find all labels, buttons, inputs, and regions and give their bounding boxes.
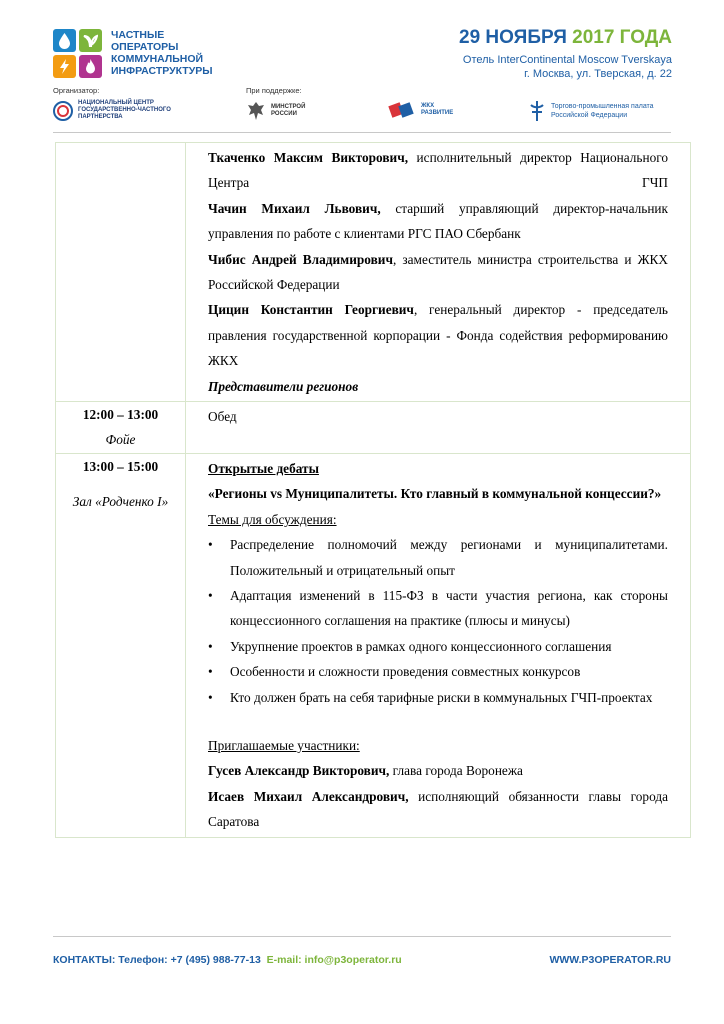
support-label: При поддержке: <box>246 86 302 95</box>
partner-tpp-rf: Торгово-промышленная палата Российской Федерации <box>528 100 654 122</box>
session-format: Открытые дебаты <box>208 460 319 476</box>
footer-website-link[interactable]: WWW.P3OPERATOR.RU <box>549 954 671 966</box>
footer-email[interactable]: E-mail: info@p3operator.ru <box>266 954 402 966</box>
list-item: • Укрупнение проектов в рамках одного концессионного соглашения <box>208 634 668 659</box>
event-venue: Отель InterContinental Moscow Tverskaya г. Москва, ул. Тверская, д. 22 <box>462 54 672 80</box>
content-cell: Обед <box>186 402 691 454</box>
time-cell: 12:00 – 13:00 Фойе <box>56 402 186 454</box>
leaf-icon <box>83 32 98 49</box>
time-cell: 13:00 – 15:00 Зал «Родченко I» <box>56 453 186 837</box>
header-divider <box>53 132 671 133</box>
list-item: • Кто должен брать на себя тарифные риски в коммунальных ГЧП-проектах <box>208 685 668 710</box>
ncgchp-logo-icon <box>53 101 73 121</box>
list-item: • Особенности и сложности проведения совместных конкурсов <box>208 659 668 684</box>
brand-logo <box>53 29 103 79</box>
event-date: 29 НОЯБРЯ 2017 ГОДА <box>459 27 672 48</box>
lightning-icon <box>57 58 72 75</box>
water-drop-icon <box>57 32 72 49</box>
table-row <box>56 143 691 402</box>
list-item: • Адаптация изменений в 115-ФЗ в части участия региона, как стороны концессионного соглашения на практике (плюсы и минусы) <box>208 583 668 634</box>
footer-divider <box>53 936 671 937</box>
brand-logo-text: ЧАСТНЫЕ ОПЕРАТОРЫ КОММУНАЛЬНОЙ ИНФРАСТРУКТУРЫ <box>111 29 213 77</box>
partner-minstroy: МИНСТРОЙ РОССИИ <box>246 100 305 122</box>
eagle-emblem-icon <box>246 100 266 122</box>
table-row <box>56 453 691 837</box>
time-cell <box>56 143 186 402</box>
regions-note: Представители регионов <box>208 378 359 394</box>
content-cell: Открытые дебаты «Регионы vs Муниципалитеты. Кто главный в коммунальной концессии?» Темы для обсуждения: • Распределение полномочий между регионами и муниципалитетами. Положительный и отрицательный опыт • Адаптация изменений в 115-ФЗ в части участия региона, как стороны концессионного соглашения на практике (плюсы и минусы) • Укрупнение проектов в рамках одного концессионного соглашения • Особенности и сложности проведения совместных конкурсов • Кто должен брать на себя тарифные риски в коммунальных ГЧП-проектах Приглашаемые участники: Гусев Александр Викторович, глава города Воронежа Исаев Михаил Александрович, исполняющий обязанности главы города Саратова <box>186 453 691 837</box>
footer-contacts: КОНТАКТЫ: Телефон: +7 (495) 988-77-13 E-mail: info@p3operator.ru <box>53 954 402 966</box>
flame-icon <box>83 58 98 75</box>
program-table <box>55 142 691 838</box>
partner-zhkh-razvitie: ЖКХ РАЗВИТИЕ <box>388 100 453 120</box>
table-row <box>56 402 691 454</box>
topics-list <box>208 532 668 710</box>
list-item: • Распределение полномочий между регионами и муниципалитетами. Положительный и отрицательный опыт <box>208 532 668 583</box>
tpp-emblem-icon <box>528 100 546 122</box>
content-cell: Ткаченко Максим Викторович, исполнительный директор Национального Центра ГЧП Чачин Михаил Львович, старший управляющий директор-начальник управления по работе с клиентами РГС ПАО Сбербанк Чибис Андрей Владимирович, заместитель министра строительства и ЖКХ Российской Федерации Цицин Константин Георгиевич, генеральный директор - председатель правления государственной корпорации - Фонда содействия реформированию ЖКХ Представители регионов <box>186 143 691 402</box>
session-title: «Регионы vs Муниципалитеты. Кто главный в коммунальной концессии?» <box>208 486 662 502</box>
organizer-label: Организатор: <box>53 86 100 95</box>
organizer-logo: НАЦИОНАЛЬНЫЙ ЦЕНТР ГОСУДАРСТВЕННО-ЧАСТНОГО ПАРТНЕРСТВА <box>53 100 171 121</box>
zhkh-razvitie-logo-icon <box>388 100 416 120</box>
